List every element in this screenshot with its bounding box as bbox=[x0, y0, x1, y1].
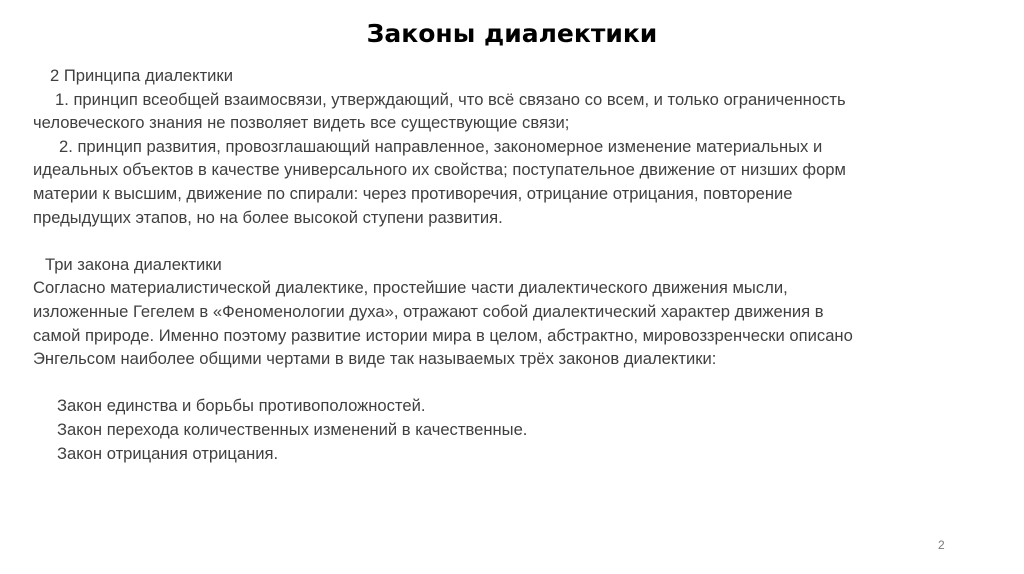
slide-content bbox=[33, 64, 1003, 465]
principle-1-line-1: 1. принцип всеобщей взаимосвязи, утверждающий, что всё связано со всем, и только ограниченность bbox=[55, 89, 846, 109]
laws-intro-line-4: Энгельсом наиболее общими чертами в виде так называемых трёх законов диалектики: bbox=[33, 349, 717, 369]
principle-2-line-1: 2. принцип развития, провозглашающий направленное, закономерное изменение материальных и bbox=[59, 136, 823, 156]
principle-1-line-2: человеческого знания не позволяет видеть все существующие связи; bbox=[33, 113, 570, 133]
laws-intro-line-2: изложенные Гегелем в «Феноменологии духа», отражают собой диалектический характер движения в bbox=[33, 301, 824, 321]
principle-2-line-3: материи к высшим, движение по спирали: через противоречия, отрицание отрицания, повторение bbox=[33, 183, 793, 203]
laws-intro-line-1: Согласно материалистической диалектике, простейшие части диалектического движения мысли, bbox=[33, 278, 788, 298]
principles-heading: 2 Принципа диалектики bbox=[50, 66, 233, 85]
laws-heading: Три закона диалектики bbox=[45, 254, 222, 274]
laws-intro-line-3: самой природе. Именно поэтому развитие истории мира в целом, абстрактно, мировоззренчески описано bbox=[33, 325, 853, 345]
law-item-3: Закон отрицания отрицания. bbox=[57, 443, 279, 463]
law-item-1: Закон единства и борьбы противоположностей. bbox=[57, 396, 426, 416]
slide-title: Законы диалектики bbox=[366, 19, 658, 48]
law-item-2: Закон перехода количественных изменений в качественные. bbox=[57, 419, 528, 439]
principle-2-line-4: предыдущих этапов, но на более высокой ступени развития. bbox=[33, 207, 503, 227]
principle-2-line-2: идеальных объектов в качестве универсального их свойства; поступательное движение от низших форм bbox=[33, 160, 846, 180]
page-number: 2 bbox=[938, 538, 945, 552]
spacer bbox=[33, 229, 1003, 253]
spacer bbox=[33, 371, 1003, 395]
